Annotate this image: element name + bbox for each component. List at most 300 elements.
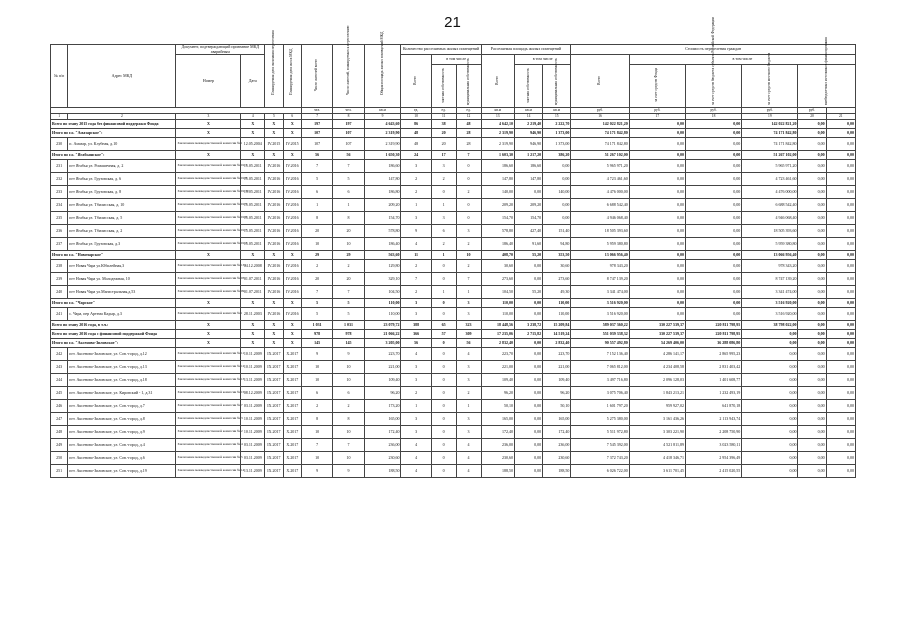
value-cell-8: 7 bbox=[333, 439, 364, 452]
value-cell-12: 48 bbox=[456, 120, 481, 129]
plan-end-cell: IX.2017 bbox=[265, 361, 283, 374]
plan-end-cell: IV.2016 bbox=[265, 225, 283, 238]
value-cell-15: 386,20 bbox=[543, 151, 571, 160]
row-number: 234 bbox=[51, 199, 68, 212]
value-cell-15: 230,60 bbox=[543, 452, 571, 465]
value-cell-19: 0,00 bbox=[742, 465, 798, 478]
value-cell-8: 197 bbox=[333, 120, 364, 129]
doc-date-cell: X bbox=[241, 321, 265, 330]
summary-row bbox=[51, 321, 856, 330]
doc-date-cell: X bbox=[241, 330, 265, 339]
row-number: 238 bbox=[51, 260, 68, 273]
value-cell-10: 1 bbox=[401, 400, 431, 413]
header-qty-municipal: муниципальная собственность bbox=[456, 65, 481, 108]
header-residents-planned: Число жителей, планируемых к переселению bbox=[333, 45, 364, 108]
row-number: 246 bbox=[51, 400, 68, 413]
value-cell-9: 3 205,00 bbox=[364, 339, 401, 348]
value-cell-12: 10 bbox=[456, 251, 481, 260]
value-cell-10: 3 bbox=[401, 426, 431, 439]
table-row bbox=[51, 387, 856, 400]
value-cell-7: 10 bbox=[301, 361, 332, 374]
value-cell-21: 0,00 bbox=[826, 361, 855, 374]
value-cell-20: 0,00 bbox=[798, 160, 826, 173]
value-cell-8: 10 bbox=[333, 426, 364, 439]
column-number-cell: 14 bbox=[515, 114, 543, 120]
value-cell-16: 4 476 000,00 bbox=[571, 186, 629, 199]
value-cell-21: 0,00 bbox=[826, 339, 855, 348]
value-cell-21: 0,00 bbox=[826, 308, 855, 321]
doc-number-cell: Заключение межведомственной комиссии № 01/5 bbox=[176, 199, 241, 212]
value-cell-20: 0,00 bbox=[798, 225, 826, 238]
value-cell-8: 2 bbox=[333, 400, 364, 413]
value-cell-14: 0,00 bbox=[515, 260, 543, 273]
value-cell-20: 0,00 bbox=[798, 286, 826, 299]
column-number-cell: 20 bbox=[798, 114, 826, 120]
value-cell-14: 147,80 bbox=[515, 173, 543, 186]
value-cell-12: 4 bbox=[456, 465, 481, 478]
plan-demolish-cell: X.2017 bbox=[283, 439, 301, 452]
unit-cell: руб. bbox=[742, 108, 798, 114]
doc-date-cell: 10.11.2009 bbox=[241, 361, 265, 374]
value-cell-15: 221,00 bbox=[543, 361, 571, 374]
summary-row bbox=[51, 251, 856, 260]
unit-cell: ед. bbox=[431, 108, 456, 114]
value-cell-8: 10 bbox=[333, 452, 364, 465]
value-cell-14: 946,90 bbox=[515, 138, 543, 151]
doc-date-cell: 15.05.2011 bbox=[241, 199, 265, 212]
doc-date-cell: 15.05.2011 bbox=[241, 173, 265, 186]
value-cell-20: 0,00 bbox=[798, 238, 826, 251]
value-cell-20: 0,00 bbox=[798, 413, 826, 426]
value-cell-12: 3 bbox=[456, 308, 481, 321]
value-cell-8: 5 bbox=[333, 299, 364, 308]
plan-demolish-cell: X.2017 bbox=[283, 361, 301, 374]
value-cell-10: 2 bbox=[401, 173, 431, 186]
doc-number-cell: X bbox=[176, 129, 241, 138]
value-cell-16: 5 959 380,80 bbox=[571, 238, 629, 251]
value-cell-13: 230,60 bbox=[481, 452, 515, 465]
plan-end-cell: IV.2016 bbox=[265, 160, 283, 173]
value-cell-11: 1 bbox=[431, 251, 456, 260]
value-cell-20: 0,00 bbox=[798, 299, 826, 308]
value-cell-19: 0,00 bbox=[742, 413, 798, 426]
row-number: 236 bbox=[51, 225, 68, 238]
value-cell-19: 0,00 bbox=[742, 374, 798, 387]
value-cell-9: 173,20 bbox=[364, 400, 401, 413]
address-cell: пгт Ягабья ул. Грузовская, д.3 bbox=[68, 238, 176, 251]
unit-cell: ед. bbox=[401, 108, 431, 114]
value-cell-16: 4 946 068,40 bbox=[571, 212, 629, 225]
value-cell-16: 7 065 812,00 bbox=[571, 361, 629, 374]
header-qty-total: Всего bbox=[401, 55, 431, 108]
value-cell-19: 978 343,20 bbox=[742, 260, 798, 273]
header-residents: Число жителей всего bbox=[301, 45, 332, 108]
value-cell-9: 165,00 bbox=[364, 413, 401, 426]
plan-demolish-cell: X.2017 bbox=[283, 452, 301, 465]
unit-cell: руб. bbox=[685, 108, 741, 114]
row-number: 233 bbox=[51, 186, 68, 199]
value-cell-21: 0,00 bbox=[826, 387, 855, 400]
value-cell-13: 186,40 bbox=[481, 238, 515, 251]
row-number: 241 bbox=[51, 308, 68, 321]
address-cell: пгт. Аксеново-Зиловское, ул. Сов.-город, д.12 bbox=[68, 348, 176, 361]
summary-label: Итого по г.о. "Новочарское" bbox=[51, 251, 176, 260]
value-cell-20: 0,00 bbox=[798, 465, 826, 478]
value-cell-19: 0,00 bbox=[742, 361, 798, 374]
doc-date-cell: 08.12.2009 bbox=[241, 387, 265, 400]
header-cost-region: за счет средств бюджета субъекта Российской Федерации bbox=[685, 65, 741, 108]
value-cell-8: 145 bbox=[333, 339, 364, 348]
value-cell-7: 2 bbox=[301, 400, 332, 413]
table-row bbox=[51, 374, 856, 387]
value-cell-10: 3 bbox=[401, 413, 431, 426]
value-cell-10: 4 bbox=[401, 465, 431, 478]
value-cell-19: 4 476 000,00 bbox=[742, 186, 798, 199]
value-cell-10: 3 bbox=[401, 308, 431, 321]
value-cell-10: 48 bbox=[401, 129, 431, 138]
row-number: 237 bbox=[51, 238, 68, 251]
plan-demolish-cell: IV.2016 bbox=[283, 186, 301, 199]
doc-number-cell: X bbox=[176, 330, 241, 339]
column-number-cell: 7 bbox=[301, 114, 332, 120]
value-cell-21: 0,00 bbox=[826, 299, 855, 308]
value-cell-8: 29 bbox=[333, 251, 364, 260]
value-cell-7: 7 bbox=[301, 286, 332, 299]
value-cell-13: 104,50 bbox=[481, 286, 515, 299]
value-cell-17: 3 303 221,90 bbox=[629, 426, 685, 439]
value-cell-8: 8 bbox=[333, 212, 364, 225]
column-number-cell: 2 bbox=[68, 114, 176, 120]
plan-end-cell: X bbox=[265, 321, 283, 330]
value-cell-9: 172,40 bbox=[364, 426, 401, 439]
table-row bbox=[51, 212, 856, 225]
value-cell-13: 2 832,40 bbox=[481, 339, 515, 348]
value-cell-18: 0,00 bbox=[685, 129, 741, 138]
value-cell-11: 0 bbox=[431, 439, 456, 452]
doc-date-cell: 10.11.2009 bbox=[241, 348, 265, 361]
value-cell-21: 0,00 bbox=[826, 160, 855, 173]
value-cell-13: 30,60 bbox=[481, 260, 515, 273]
value-cell-20: 0,00 bbox=[798, 374, 826, 387]
value-cell-13: 172,40 bbox=[481, 426, 515, 439]
value-cell-11: 20 bbox=[431, 138, 456, 151]
value-cell-11: 0 bbox=[431, 339, 456, 348]
value-cell-18: 0,00 bbox=[685, 260, 741, 273]
doc-date-cell: X bbox=[241, 251, 265, 260]
value-cell-14: 0,00 bbox=[515, 299, 543, 308]
value-cell-7: 145 bbox=[301, 339, 332, 348]
value-cell-21: 0,00 bbox=[826, 465, 855, 478]
doc-date-cell: 10.11.2009 bbox=[241, 426, 265, 439]
value-cell-19: 5 959 380,80 bbox=[742, 238, 798, 251]
address-cell: пгт. Аксеново-Зиловское, ул. Сов.-город, д.7 bbox=[68, 400, 176, 413]
value-cell-18: 0,00 bbox=[685, 251, 741, 260]
value-cell-11: 1 bbox=[431, 199, 456, 212]
value-cell-20: 0,00 bbox=[798, 186, 826, 199]
value-cell-17: 959 927,02 bbox=[629, 400, 685, 413]
doc-number-cell: Заключение межведомственной комиссии № 01/8 bbox=[176, 173, 241, 186]
header-area-municipal: муниципальная собственность bbox=[543, 65, 571, 108]
value-cell-20: 0,00 bbox=[798, 120, 826, 129]
plan-demolish-cell: IV.2016 bbox=[283, 173, 301, 186]
summary-label: Всего по этапу 2016 года, в т.ч.: bbox=[51, 321, 176, 330]
address-cell: пгт. Аксеново-Зиловское, ул. Сов.-город, д.13 bbox=[68, 361, 176, 374]
value-cell-15: 165,00 bbox=[543, 413, 571, 426]
value-cell-14: 91,60 bbox=[515, 238, 543, 251]
value-cell-11: 3 bbox=[431, 160, 456, 173]
table-row bbox=[51, 199, 856, 212]
value-cell-16: 8 747 139,20 bbox=[571, 273, 629, 286]
value-cell-20: 0,00 bbox=[798, 260, 826, 273]
value-cell-18: 0,00 bbox=[685, 286, 741, 299]
value-cell-14: 0,00 bbox=[515, 186, 543, 199]
value-cell-8: 10 bbox=[333, 238, 364, 251]
value-cell-12: 7 bbox=[456, 273, 481, 286]
value-cell-18: 2 208 750,90 bbox=[685, 426, 741, 439]
column-number-cell: 8 bbox=[333, 114, 364, 120]
doc-date-cell: 03.11.2009 bbox=[241, 439, 265, 452]
value-cell-19: 51 267 102,00 bbox=[742, 151, 798, 160]
plan-end-cell: IX.2017 bbox=[265, 426, 283, 439]
row-number: 247 bbox=[51, 413, 68, 426]
value-cell-20: 0,00 bbox=[798, 129, 826, 138]
value-cell-15: 14 519,24 bbox=[543, 330, 571, 339]
plan-demolish-cell: IV.2016 bbox=[283, 260, 301, 273]
value-cell-8: 9 bbox=[333, 465, 364, 478]
value-cell-17: 0,00 bbox=[629, 225, 685, 238]
value-cell-7: 10 bbox=[301, 238, 332, 251]
value-cell-10: 3 bbox=[401, 212, 431, 225]
value-cell-16: 6 688 542,40 bbox=[571, 199, 629, 212]
value-cell-13: 223,70 bbox=[481, 348, 515, 361]
value-cell-9: 23 079,72 bbox=[364, 321, 401, 330]
value-cell-12: 56 bbox=[456, 339, 481, 348]
value-cell-7: 8 bbox=[301, 212, 332, 225]
value-cell-10: 7 bbox=[401, 273, 431, 286]
value-cell-18: 0,00 bbox=[685, 299, 741, 308]
value-cell-17: 1 843 213,21 bbox=[629, 387, 685, 400]
value-cell-10: 4 bbox=[401, 238, 431, 251]
doc-number-cell: Заключение межведомственной комиссии № 2 bbox=[176, 426, 241, 439]
value-cell-21: 0,00 bbox=[826, 199, 855, 212]
value-cell-9: 186,60 bbox=[364, 160, 401, 173]
value-cell-13: 110,00 bbox=[481, 299, 515, 308]
value-cell-15: 96,20 bbox=[543, 387, 571, 400]
value-cell-18: 2 865 995,23 bbox=[685, 348, 741, 361]
value-cell-7: 8 bbox=[301, 413, 332, 426]
header-plan-demolish: Планируемая дата сноса МКД bbox=[283, 45, 301, 108]
value-cell-16: 7 152 136,40 bbox=[571, 348, 629, 361]
value-cell-7: 107 bbox=[301, 129, 332, 138]
value-cell-8: 56 bbox=[333, 151, 364, 160]
plan-end-cell: IX.2017 bbox=[265, 439, 283, 452]
value-cell-12: 1 bbox=[456, 400, 481, 413]
address-cell: п. Амазар, ул. Клубная, д.10 bbox=[68, 138, 176, 151]
value-cell-18: 36 288 086,80 bbox=[685, 339, 741, 348]
value-cell-14: 0,00 bbox=[515, 348, 543, 361]
value-cell-15: 0,00 bbox=[543, 173, 571, 186]
doc-number-cell: Заключение межведомственной комиссии № 7 bbox=[176, 400, 241, 413]
doc-date-cell: 15.05.2011 bbox=[241, 225, 265, 238]
doc-number-cell: Заключение межведомственной комиссии № 01/6 bbox=[176, 212, 241, 225]
value-cell-20: 0,00 bbox=[798, 251, 826, 260]
table-header bbox=[51, 17, 856, 120]
value-cell-10: 56 bbox=[401, 339, 431, 348]
table-row bbox=[51, 138, 856, 151]
value-cell-8: 6 bbox=[333, 186, 364, 199]
doc-number-cell: Заключение межведомственной комиссии № 11 bbox=[176, 348, 241, 361]
header-document: Документ, подтверждающий признание МКД аварийным bbox=[176, 45, 265, 55]
table-row bbox=[51, 465, 856, 478]
value-cell-9: 230,60 bbox=[364, 452, 401, 465]
table-row bbox=[51, 173, 856, 186]
value-cell-10: 4 bbox=[401, 439, 431, 452]
value-cell-12: 3 bbox=[456, 225, 481, 238]
value-cell-14: 0,00 bbox=[515, 361, 543, 374]
value-cell-16: 18 505 393,60 bbox=[571, 225, 629, 238]
value-cell-14: 0,00 bbox=[515, 273, 543, 286]
value-cell-13: 186,60 bbox=[481, 160, 515, 173]
column-number-cell: 16 bbox=[571, 114, 629, 120]
table-row bbox=[51, 439, 856, 452]
unit-cell: ед. bbox=[456, 108, 481, 114]
table-row bbox=[51, 452, 856, 465]
value-cell-16: 3 075 706,40 bbox=[571, 387, 629, 400]
value-cell-11: 1 bbox=[431, 286, 456, 299]
value-cell-18: 0,00 bbox=[685, 120, 741, 129]
value-cell-9: 223,70 bbox=[364, 348, 401, 361]
value-cell-10: 366 bbox=[401, 330, 431, 339]
plan-demolish-cell: X bbox=[283, 129, 301, 138]
value-cell-16: 589 037 360,22 bbox=[571, 321, 629, 330]
column-number-cell: 21 bbox=[826, 114, 855, 120]
doc-number-cell: X bbox=[176, 120, 241, 129]
value-cell-12: 2 bbox=[456, 238, 481, 251]
value-cell-14: 55,20 bbox=[515, 286, 543, 299]
plan-end-cell: IX.2017 bbox=[265, 413, 283, 426]
value-cell-9: 110,00 bbox=[364, 299, 401, 308]
value-cell-13: 1 603,30 bbox=[481, 151, 515, 160]
value-cell-19: 3 516 920,00 bbox=[742, 299, 798, 308]
value-cell-7: 9 bbox=[301, 348, 332, 361]
value-cell-9: 563,60 bbox=[364, 251, 401, 260]
value-cell-17: 0,00 bbox=[629, 299, 685, 308]
doc-number-cell: X bbox=[176, 339, 241, 348]
value-cell-20: 0,00 bbox=[798, 273, 826, 286]
plan-demolish-cell: IV.2016 bbox=[283, 199, 301, 212]
table-row bbox=[51, 348, 856, 361]
plan-end-cell: IV.2016 bbox=[265, 238, 283, 251]
value-cell-7: 20 bbox=[301, 273, 332, 286]
value-cell-17: 0,00 bbox=[629, 138, 685, 151]
value-cell-9: 104,50 bbox=[364, 286, 401, 299]
column-number-cell: 13 bbox=[481, 114, 515, 120]
value-cell-10: 11 bbox=[401, 251, 431, 260]
value-cell-11: 0 bbox=[431, 348, 456, 361]
value-cell-17: 54 269 406,00 bbox=[629, 339, 685, 348]
column-number-cell: 18 bbox=[685, 114, 741, 120]
header-doc-date: Дата bbox=[241, 55, 265, 108]
value-cell-7: 10 bbox=[301, 374, 332, 387]
value-cell-8: 9 bbox=[333, 348, 364, 361]
value-cell-16: 551 039 338,32 bbox=[571, 330, 629, 339]
plan-end-cell: X bbox=[265, 330, 283, 339]
value-cell-10: 2 bbox=[401, 186, 431, 199]
value-cell-14: 0,00 bbox=[515, 426, 543, 439]
plan-end-cell: IV.2016 bbox=[265, 212, 283, 225]
value-cell-21: 0,00 bbox=[826, 273, 855, 286]
value-cell-12: 0 bbox=[456, 212, 481, 225]
plan-demolish-cell: X.2017 bbox=[283, 426, 301, 439]
summary-label: Всего по этапу 2015 года без финансовой поддержки Фонда bbox=[51, 120, 176, 129]
plan-end-cell: IX.2017 bbox=[265, 400, 283, 413]
value-cell-18: 0,00 bbox=[685, 173, 741, 186]
value-cell-15: 49,30 bbox=[543, 286, 571, 299]
value-cell-8: 10 bbox=[333, 361, 364, 374]
value-cell-20: 0,00 bbox=[798, 173, 826, 186]
address-cell: пгт. Аксеново-Зиловское, ул. Сов.-город, д.8 bbox=[68, 413, 176, 426]
plan-demolish-cell: X bbox=[283, 330, 301, 339]
value-cell-10: 3 bbox=[401, 374, 431, 387]
unit-cell: кв.м bbox=[481, 108, 515, 114]
plan-end-cell: IV.2016 bbox=[265, 186, 283, 199]
address-cell: пгт Новая Чара ул.Магистральная,д.53 bbox=[68, 286, 176, 299]
table-row bbox=[51, 361, 856, 374]
value-cell-7: 6 bbox=[301, 186, 332, 199]
row-number: 242 bbox=[51, 348, 68, 361]
value-cell-11: 0 bbox=[431, 465, 456, 478]
value-cell-7: 1 031 bbox=[301, 321, 332, 330]
value-cell-19: 0,00 bbox=[742, 330, 798, 339]
value-cell-15: 1 373,00 bbox=[543, 138, 571, 151]
value-cell-21: 0,00 bbox=[826, 321, 855, 330]
value-cell-8: 107 bbox=[333, 138, 364, 151]
value-cell-21: 0,00 bbox=[826, 212, 855, 225]
value-cell-12: 0 bbox=[456, 199, 481, 212]
table-body bbox=[51, 120, 856, 478]
value-cell-19: 0,00 bbox=[742, 339, 798, 348]
doc-date-cell: 03.11.2009 bbox=[241, 400, 265, 413]
row-number: 235 bbox=[51, 212, 68, 225]
table-row bbox=[51, 400, 856, 413]
value-cell-9: 209,20 bbox=[364, 199, 401, 212]
value-cell-21: 0,00 bbox=[826, 286, 855, 299]
value-cell-19: 74 171 842,80 bbox=[742, 129, 798, 138]
value-cell-21: 0,00 bbox=[826, 439, 855, 452]
doc-number-cell: Заключение межведомственной комиссии № 01/1 bbox=[176, 160, 241, 173]
value-cell-15: 15 209,84 bbox=[543, 321, 571, 330]
doc-date-cell: X bbox=[241, 151, 265, 160]
value-cell-15: 188,50 bbox=[543, 465, 571, 478]
value-cell-19: 142 022 821,20 bbox=[742, 120, 798, 129]
plan-end-cell: X bbox=[265, 299, 283, 308]
value-cell-16: 3 497 716,80 bbox=[571, 374, 629, 387]
value-cell-20: 0,00 bbox=[798, 426, 826, 439]
table-row bbox=[51, 413, 856, 426]
value-cell-16: 3 516 920,00 bbox=[571, 308, 629, 321]
value-cell-17: 0,00 bbox=[629, 199, 685, 212]
value-cell-11: 65 bbox=[431, 321, 456, 330]
column-number-cell: 6 bbox=[283, 114, 301, 120]
value-cell-16: 3 341 474,00 bbox=[571, 286, 629, 299]
doc-number-cell: Заключение межведомственной комиссии № 01/2 bbox=[176, 238, 241, 251]
row-number: 231 bbox=[51, 160, 68, 173]
value-cell-16: 90 557 492,80 bbox=[571, 339, 629, 348]
value-cell-21: 0,00 bbox=[826, 330, 855, 339]
header-group-area: Расселяемая площадь жилых помещений bbox=[481, 45, 571, 55]
value-cell-9: 186,80 bbox=[364, 186, 401, 199]
column-number-cell: 9 bbox=[364, 114, 401, 120]
